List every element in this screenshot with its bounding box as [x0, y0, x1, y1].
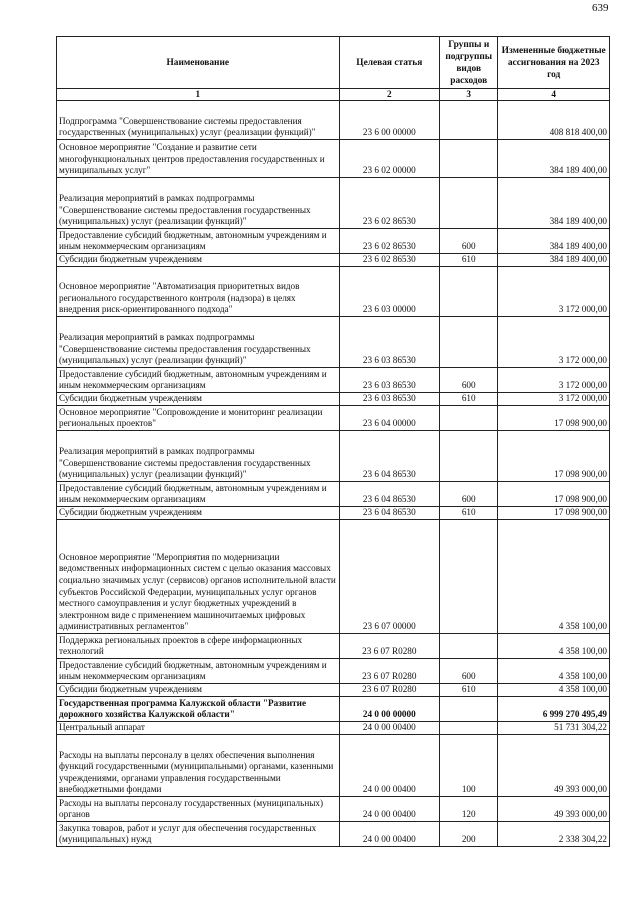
table-row — [57, 406, 610, 431]
row-expense-group: 100 — [440, 735, 498, 797]
row-expense-group — [440, 634, 498, 659]
row-target-code: 24 0 00 00400 — [339, 735, 440, 797]
row-amount: 408 818 400,00 — [498, 101, 610, 140]
row-expense-group — [440, 431, 498, 482]
row-name: Реализация мероприятий в рамках подпрограммы "Совершенствование системы предоставления государственных (муниципальных) услуг (реализации функций)" — [57, 178, 340, 229]
row-name: Основное мероприятие "Создание и развитие сети многофункциональных центров предоставления государственных и муниципальных услуг" — [57, 140, 340, 178]
row-target-code: 23 6 03 86530 — [339, 317, 440, 368]
row-name: Расходы на выплаты персоналу государственных (муниципальных) органов — [57, 797, 340, 822]
row-expense-group: 200 — [440, 822, 498, 847]
row-target-code: 24 0 00 00400 — [339, 722, 440, 735]
row-amount: 17 098 900,00 — [498, 507, 610, 520]
row-target-code: 23 6 00 00000 — [339, 101, 440, 140]
row-expense-group: 600 — [440, 659, 498, 684]
row-amount: 3 172 000,00 — [498, 393, 610, 406]
row-name: Основное мероприятие "Мероприятия по модернизации ведомственных информационных систем с целью оказания массовых социально значимых услуг (сервисов) органов исполнительной власти субъектов Российской Федерации, муниципальных услуг органов местного самоуправления и услуг бюджетных учреждений в электронном виде с применением машиночитаемых цифровых административных регламентов" — [57, 520, 340, 634]
row-name: Поддержка региональных проектов в сфере информационных технологий — [57, 634, 340, 659]
row-target-code: 23 6 07 00000 — [339, 520, 440, 634]
row-amount: 17 098 900,00 — [498, 482, 610, 507]
table-row — [57, 634, 610, 659]
row-amount: 384 189 400,00 — [498, 178, 610, 229]
row-expense-group — [440, 178, 498, 229]
row-expense-group — [440, 697, 498, 722]
table-row — [57, 431, 610, 482]
row-name: Государственная программа Калужской области "Развитие дорожного хозяйства Калужской области" — [57, 697, 340, 722]
row-name: Предоставление субсидий бюджетным, автономным учреждениям и иным некоммерческим организациям — [57, 368, 340, 393]
row-target-code: 23 6 02 86530 — [339, 178, 440, 229]
header-row — [57, 37, 610, 89]
row-amount: 49 393 000,00 — [498, 797, 610, 822]
row-amount: 3 172 000,00 — [498, 267, 610, 317]
row-expense-group: 610 — [440, 507, 498, 520]
row-amount: 4 358 100,00 — [498, 520, 610, 634]
column-number-row — [57, 89, 610, 101]
table-row — [57, 520, 610, 634]
row-amount: 384 189 400,00 — [498, 229, 610, 254]
row-amount: 3 172 000,00 — [498, 368, 610, 393]
table-row — [57, 254, 610, 267]
row-target-code: 23 6 07 R0280 — [339, 634, 440, 659]
row-name: Подпрограмма "Совершенствование системы предоставления государственных (муниципальных) услуг (реализации функций)" — [57, 101, 340, 140]
table-row — [57, 368, 610, 393]
row-target-code: 23 6 02 00000 — [339, 140, 440, 178]
table-row — [57, 317, 610, 368]
row-target-code: 23 6 04 86530 — [339, 482, 440, 507]
page-number: 639 — [592, 2, 609, 14]
row-expense-group: 600 — [440, 368, 498, 393]
table-row — [57, 267, 610, 317]
row-target-code: 23 6 02 86530 — [339, 254, 440, 267]
row-amount: 4 358 100,00 — [498, 659, 610, 684]
table-row — [57, 393, 610, 406]
column-number: 2 — [339, 89, 440, 101]
table-row — [57, 822, 610, 847]
row-target-code: 24 0 00 00000 — [339, 697, 440, 722]
row-target-code: 23 6 03 00000 — [339, 267, 440, 317]
row-target-code: 24 0 00 00400 — [339, 822, 440, 847]
row-amount: 17 098 900,00 — [498, 431, 610, 482]
row-target-code: 23 6 07 R0280 — [339, 684, 440, 697]
row-name: Субсидии бюджетным учреждениям — [57, 254, 340, 267]
row-expense-group: 600 — [440, 229, 498, 254]
row-target-code: 23 6 04 86530 — [339, 507, 440, 520]
row-amount: 3 172 000,00 — [498, 317, 610, 368]
row-amount: 4 358 100,00 — [498, 684, 610, 697]
column-number: 3 — [440, 89, 498, 101]
row-expense-group: 610 — [440, 684, 498, 697]
row-target-code: 23 6 03 86530 — [339, 393, 440, 406]
row-target-code: 23 6 07 R0280 — [339, 659, 440, 684]
row-expense-group — [440, 406, 498, 431]
row-expense-group: 120 — [440, 797, 498, 822]
column-number: 1 — [57, 89, 340, 101]
row-expense-group — [440, 722, 498, 735]
table-row — [57, 735, 610, 797]
row-amount: 384 189 400,00 — [498, 254, 610, 267]
row-name: Основное мероприятие "Автоматизация приоритетных видов регионального государственного контроля (надзора) в целях внедрения риск-ориентированного подхода" — [57, 267, 340, 317]
row-expense-group — [440, 101, 498, 140]
row-target-code: 24 0 00 00400 — [339, 797, 440, 822]
row-expense-group: 610 — [440, 393, 498, 406]
column-number: 4 — [498, 89, 610, 101]
row-target-code: 23 6 02 86530 — [339, 229, 440, 254]
row-target-code: 23 6 03 86530 — [339, 368, 440, 393]
row-expense-group — [440, 140, 498, 178]
header-target: Целевая статья — [339, 37, 440, 89]
table-row — [57, 178, 610, 229]
table-row — [57, 140, 610, 178]
row-name: Закупка товаров, работ и услуг для обеспечения государственных (муниципальных) нужд — [57, 822, 340, 847]
row-name: Центральный аппарат — [57, 722, 340, 735]
row-name: Основное мероприятие "Сопровождение и мониторинг реализации региональных проектов" — [57, 406, 340, 431]
row-expense-group — [440, 317, 498, 368]
row-name: Субсидии бюджетным учреждениям — [57, 507, 340, 520]
row-expense-group: 610 — [440, 254, 498, 267]
table-row — [57, 229, 610, 254]
row-name: Реализация мероприятий в рамках подпрограммы "Совершенствование системы предоставления государственных (муниципальных) услуг (реализации функций)" — [57, 317, 340, 368]
header-amount: Измененные бюджетные ассигнования на 2023 год — [498, 37, 610, 89]
table-body — [57, 101, 610, 847]
row-amount: 51 731 304,22 — [498, 722, 610, 735]
row-amount: 49 393 000,00 — [498, 735, 610, 797]
row-name: Предоставление субсидий бюджетным, автономным учреждениям и иным некоммерческим организациям — [57, 482, 340, 507]
table-row — [57, 722, 610, 735]
row-name: Субсидии бюджетным учреждениям — [57, 393, 340, 406]
row-name: Реализация мероприятий в рамках подпрограммы "Совершенствование системы предоставления государственных (муниципальных) услуг (реализации функций)" — [57, 431, 340, 482]
row-amount: 384 189 400,00 — [498, 140, 610, 178]
table-row — [57, 659, 610, 684]
row-name: Предоставление субсидий бюджетным, автономным учреждениям и иным некоммерческим организациям — [57, 229, 340, 254]
row-amount: 4 358 100,00 — [498, 634, 610, 659]
table-row — [57, 482, 610, 507]
row-amount: 2 338 304,22 — [498, 822, 610, 847]
row-amount: 17 098 900,00 — [498, 406, 610, 431]
table-row — [57, 697, 610, 722]
row-expense-group — [440, 520, 498, 634]
table-row — [57, 797, 610, 822]
budget-table — [56, 36, 610, 847]
row-expense-group: 600 — [440, 482, 498, 507]
row-target-code: 23 6 04 00000 — [339, 406, 440, 431]
row-target-code: 23 6 04 86530 — [339, 431, 440, 482]
row-expense-group — [440, 267, 498, 317]
row-name: Расходы на выплаты персоналу в целях обеспечения выполнения функций государственными (муниципальными) органами, казенными учреждениями, органами управления государственными внебюджетными фондами — [57, 735, 340, 797]
table-row — [57, 101, 610, 140]
row-name: Предоставление субсидий бюджетным, автономным учреждениям и иным некоммерческим организациям — [57, 659, 340, 684]
header-group: Группы и подгруппы видов расходов — [440, 37, 498, 89]
table-row — [57, 684, 610, 697]
header-name: Наименование — [57, 37, 340, 89]
row-amount: 6 999 270 495,49 — [498, 697, 610, 722]
row-name: Субсидии бюджетным учреждениям — [57, 684, 340, 697]
table-row — [57, 507, 610, 520]
